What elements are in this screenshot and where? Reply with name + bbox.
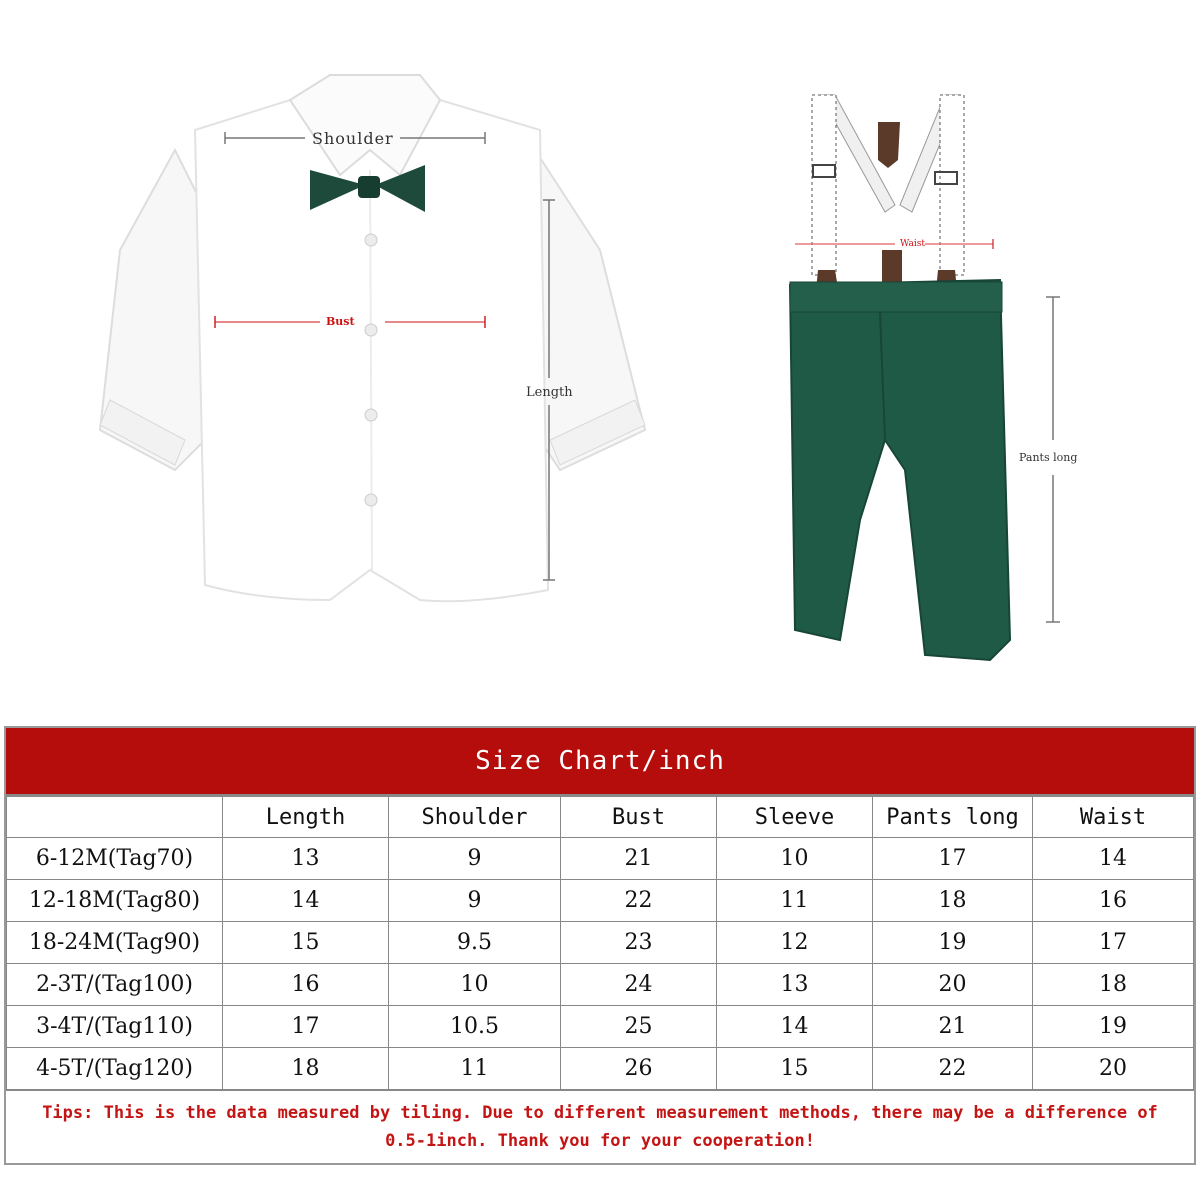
size-cell: 12-18M(Tag80) — [7, 880, 223, 922]
value-cell: 14 — [717, 1006, 873, 1048]
value-cell: 18 — [223, 1048, 389, 1090]
value-cell: 13 — [717, 964, 873, 1006]
value-cell: 9 — [389, 880, 561, 922]
header-cell: Sleeve — [717, 797, 873, 838]
table-row — [7, 1006, 1194, 1048]
value-cell: 15 — [717, 1048, 873, 1090]
size-chart-title: Size Chart/inch — [6, 728, 1194, 796]
value-cell: 14 — [223, 880, 389, 922]
value-cell: 18 — [873, 880, 1033, 922]
value-cell: 14 — [1033, 838, 1194, 880]
table-row — [7, 880, 1194, 922]
header-cell: Length — [223, 797, 389, 838]
header-cell: Waist — [1033, 797, 1194, 838]
value-cell: 9 — [389, 838, 561, 880]
value-cell: 25 — [561, 1006, 717, 1048]
header-cell — [7, 797, 223, 838]
value-cell: 22 — [873, 1048, 1033, 1090]
value-cell: 20 — [873, 964, 1033, 1006]
header-cell: Shoulder — [389, 797, 561, 838]
suspenders-image — [812, 95, 964, 312]
table-row — [7, 922, 1194, 964]
value-cell: 21 — [561, 838, 717, 880]
table-row — [7, 1048, 1194, 1090]
table-row — [7, 964, 1194, 1006]
header-cell: Pants long — [873, 797, 1033, 838]
size-chart — [4, 726, 1196, 1165]
value-cell: 23 — [561, 922, 717, 964]
value-cell: 16 — [223, 964, 389, 1006]
pants-image — [790, 280, 1010, 660]
value-cell: 26 — [561, 1048, 717, 1090]
value-cell: 19 — [873, 922, 1033, 964]
size-cell: 6-12M(Tag70) — [7, 838, 223, 880]
value-cell: 17 — [1033, 922, 1194, 964]
value-cell: 11 — [717, 880, 873, 922]
value-cell: 9.5 — [389, 922, 561, 964]
value-cell: 18 — [1033, 964, 1194, 1006]
value-cell: 22 — [561, 880, 717, 922]
shoulder-label: Shoulder — [312, 129, 394, 148]
value-cell: 24 — [561, 964, 717, 1006]
value-cell: 13 — [223, 838, 389, 880]
size-cell: 18-24M(Tag90) — [7, 922, 223, 964]
bust-label: Bust — [326, 315, 355, 328]
table-row — [7, 838, 1194, 880]
size-chart-table — [6, 796, 1194, 1090]
shirt-image — [100, 75, 645, 601]
waist-label: Waist — [900, 239, 925, 249]
header-row — [7, 797, 1194, 838]
header-cell: Bust — [561, 797, 717, 838]
size-cell: 4-5T/(Tag120) — [7, 1048, 223, 1090]
value-cell: 17 — [873, 838, 1033, 880]
value-cell: 20 — [1033, 1048, 1194, 1090]
value-cell: 19 — [1033, 1006, 1194, 1048]
value-cell: 17 — [223, 1006, 389, 1048]
pants-long-label: Pants long — [1019, 451, 1078, 464]
length-label: Length — [526, 385, 573, 400]
value-cell: 10 — [389, 964, 561, 1006]
value-cell: 21 — [873, 1006, 1033, 1048]
size-cell: 2-3T/(Tag100) — [7, 964, 223, 1006]
value-cell: 15 — [223, 922, 389, 964]
value-cell: 10.5 — [389, 1006, 561, 1048]
value-cell: 11 — [389, 1048, 561, 1090]
value-cell: 10 — [717, 838, 873, 880]
size-cell: 3-4T/(Tag110) — [7, 1006, 223, 1048]
value-cell: 12 — [717, 922, 873, 964]
tips-note: Tips: This is the data measured by tiling. Due to different measurement methods, there may be a difference of 0.5-1inch. Thank you for your cooperation! — [6, 1090, 1194, 1163]
value-cell: 16 — [1033, 880, 1194, 922]
